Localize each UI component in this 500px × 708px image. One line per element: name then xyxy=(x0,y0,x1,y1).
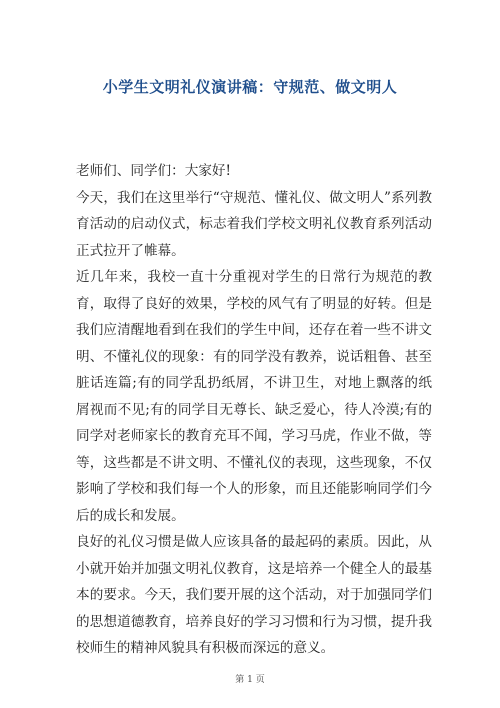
document-title: 小学生文明礼仪演讲稿：守规范、做文明人 xyxy=(102,78,398,96)
paragraph-greeting: 老师们、同学们：大家好! xyxy=(76,163,231,179)
paragraph-significance: 良好的礼仪习惯是做人应该具备的最起码的素质。因此，从小就开始并加强文明礼仪教育，这是培养一个健全人的最基本的要求。今天，我们要开展的这个活动，对于加强同学们的思想道德教育，培养良好的学习习惯和行为习惯，提升我校师生的精神风貌具有积极而深远的意义。 xyxy=(76,534,432,656)
page-number: 第 1 页 xyxy=(235,675,265,685)
document-body xyxy=(76,158,432,662)
paragraph-problems: 近几年来，我校一直十分重视对学生的日常行为规范的教育，取得了良好的效果，学校的风气有了明显的好转。但是我们应清醒地看到在我们的学生中间，还存在着一些不讲文明、不懂礼仪的现象：有的同学没有教养，说话粗鲁、甚至脏话连篇;有的同学乱扔纸屑，不讲卫生，对地上飘落的纸屑视而不见;有的同学目无尊长、缺乏爱心，待人冷漠;有的同学对老师家长的教育充耳不闻，学习马虎，作业不做，等等，这些都是不讲文明、不懂礼仪的表现，这些现象，不仅影响了学校和我们每一个人的形象，而且还能影响同学们今后的成长和发展。 xyxy=(76,269,432,524)
paragraph-opening: 今天，我们在这里举行“守规范、懂礼仪、做文明人”系列教育活动的启动仪式，标志着我们学校文明礼仪教育系列活动正式拉开了帷幕。 xyxy=(76,189,432,259)
